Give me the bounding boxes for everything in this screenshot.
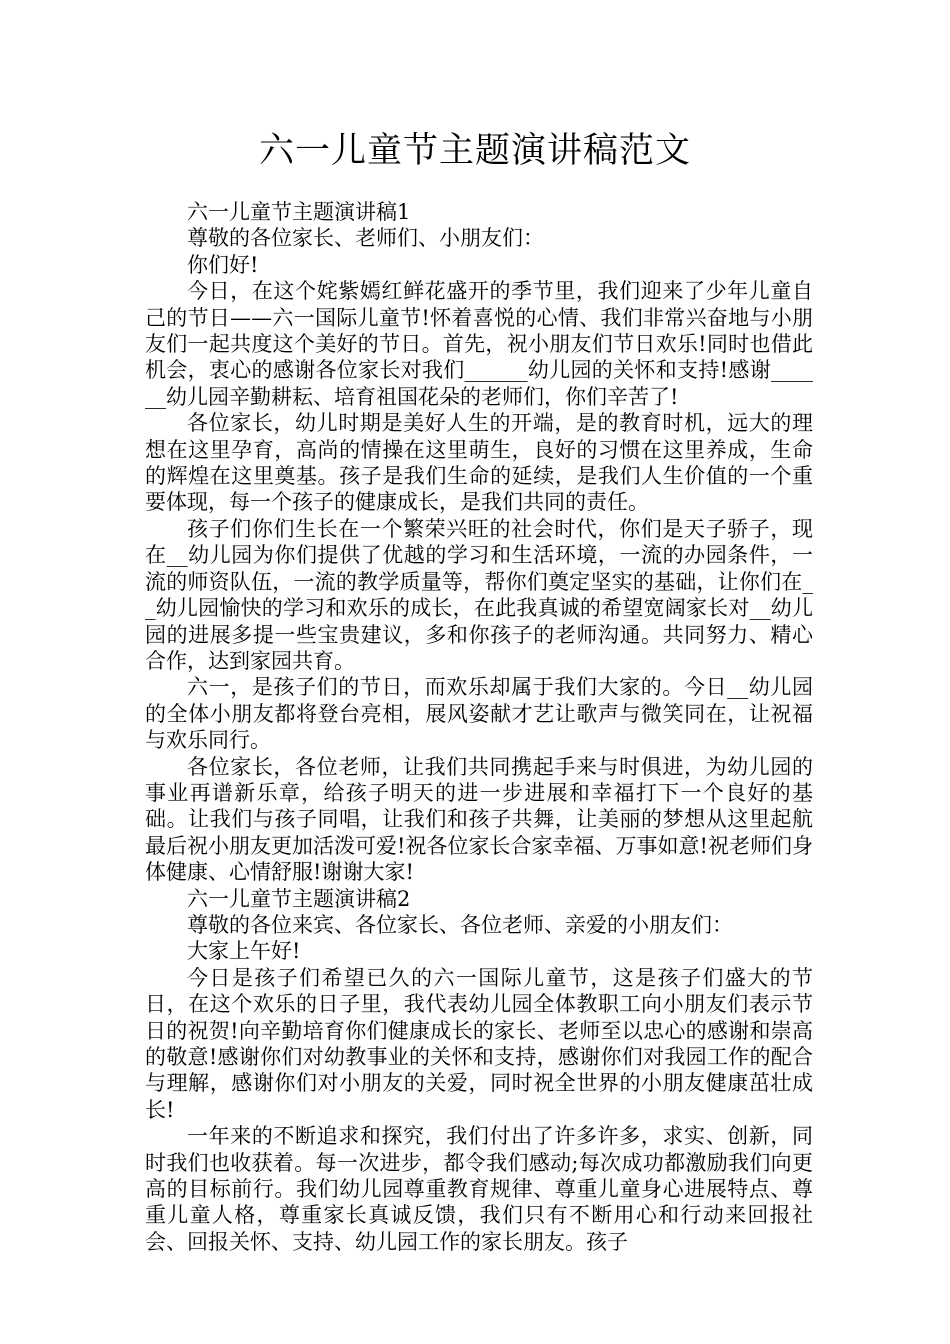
speech-1-paragraph: 孩子们你们生长在一个繁荣兴旺的社会时代，你们是天子骄子，现在__幼儿园为你们提供了优越的学习和生活环境，一流的办园条件，一流的师资队伍，一流的教学质量等，帮你们奠定坚实的基础，让你们在__幼儿园愉快的学习和欢乐的成长，在此我真诚的希望宽阔家长对__幼儿园的进展多提一些宝贵建议，多和你孩子的老师沟通。共同努力、精心合作，达到家园共育。 — [145, 516, 813, 673]
speech-1-salutation: 尊敬的各位家长、老师们、小朋友们： — [187, 226, 544, 251]
speech-1-paragraph: 各位家长，幼儿时期是美好人生的开端，是的教育时机，远大的理想在这里孕育，高尚的情操在这里萌生，良好的习惯在这里养成，生命的辉煌在这里奠基。孩子是我们生命的延续，是我们人生价值的一个重要体现，每一个孩子的健康成长，是我们共同的责任。 — [145, 411, 813, 515]
speech-1-paragraph: 各位家长，各位老师，让我们共同携起手来与时俱进，为幼儿园的事业再谱新乐章，给孩子明天的进一步进展和幸福打下一个良好的基础。让我们与孩子同唱，让我们和孩子共舞，让美丽的梦想从这里起航最后祝小朋友更加活泼可爱!祝各位家长合家幸福、万事如意!祝老师们身体健康、心情舒服!谢谢大家! — [145, 754, 813, 885]
speech-2-salutation: 尊敬的各位来宾、各位家长、各位老师、亲爱的小朋友们： — [187, 912, 733, 937]
speech-1-paragraph: 今日，在这个姹紫嫣红鲜花盛开的季节里，我们迎来了少年儿童自己的节日——六一国际儿童节!怀着喜悦的心情、我们非常兴奋地与小朋友们一起共度这个美好的节日。首先，祝小朋友们节日欢乐!同时也借此机会，衷心的感谢各位家长对我们______幼儿园的关怀和支持!感谢______幼儿园辛勤耕耘、培育祖国花朵的老师们，你们辛苦了! — [145, 279, 813, 409]
speech-2-paragraph: 一年来的不断追求和探究，我们付出了许多许多，求实、创新，同时我们也收获着。每一次进步，都令我们感动;每次成功都激励我们向更高的目标前行。我们幼儿园尊重教育规律、尊重儿童身心进展特点、尊重儿童人格，尊重家长真诚反馈，我们只有不断用心和行动来回报社会、回报关怀、支持、幼儿园工作的家长朋友。孩子 — [145, 1124, 813, 1254]
speech-1-heading: 六一儿童节主题演讲稿1 — [187, 200, 411, 224]
speech-2-heading: 六一儿童节主题演讲稿2 — [187, 886, 411, 911]
document-title: 六一儿童节主题演讲稿范文 — [258, 131, 691, 171]
speech-2-paragraph: 今日是孩子们希望已久的六一国际儿童节，这是孩子们盛大的节日，在这个欢乐的日子里，我代表幼儿园全体教职工向小朋友们表示节日的祝贺!向辛勤培育你们健康成长的家长、老师至以忠心的感谢和崇高的敬意!感谢你们对幼教事业的关怀和支持，感谢你们对我园工作的配合与理解，感谢你们对小朋友的关爱，同时祝全世界的小朋友健康茁壮成长! — [145, 965, 813, 1122]
document-body — [145, 199, 813, 1255]
speech-1-greeting: 你们好! — [187, 252, 259, 277]
speech-1-paragraph: 六一，是孩子们的节日，而欢乐却属于我们大家的。今日__幼儿园的全体小朋友都将登台亮相，展风姿献才艺让歌声与微笑同在，让祝福与欢乐同行。 — [145, 675, 813, 753]
speech-2-greeting: 大家上午好! — [187, 939, 301, 964]
